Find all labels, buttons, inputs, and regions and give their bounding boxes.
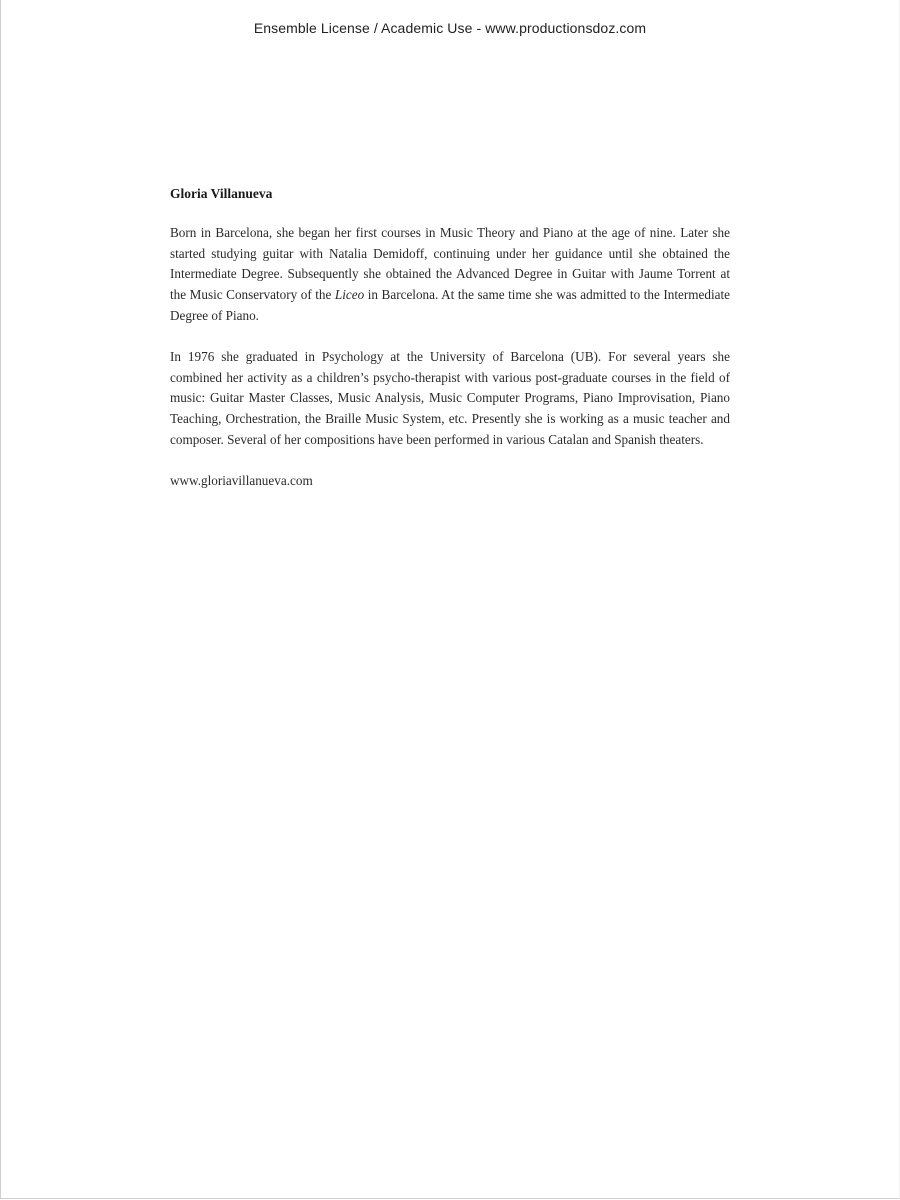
bio-paragraph-1-text: Born in Barcelona, she began her first courses in Music Theory and Piano at the age of nine. Later she started studying guitar with Natalia Demidoff, continuing under her guidance until she obtained the Intermediate Degree. Subsequently she obtained the Advanced Degree in Guitar with Jaume Torrent at the Music Conservatory of the	[170, 224, 730, 303]
bio-paragraph-career: In 1976 she graduated in Psychology at the University of Barcelona (UB). For several years she combined her activity as a children’s psycho-therapist with various post-graduate courses in the field of music: Guitar Master Classes, Music Analysis, Music Computer Programs, Piano Improvisation, Piano Teaching, Orchestration, the Braille Music System, etc. Presently she is working as a music teacher and composer. Several of her compositions have been performed in various Catalan and Spanish theaters.	[170, 348, 730, 447]
biography-section	[170, 184, 730, 492]
liceo-italic-text: Liceo	[334, 287, 365, 303]
website-link[interactable]: www.gloriavillanueva.com	[170, 472, 313, 488]
license-header: Ensemble License / Academic Use - www.productionsdoz.com	[253, 20, 647, 36]
bio-paragraph-early-training	[170, 223, 730, 327]
composer-name-heading: Gloria Villanueva	[170, 186, 273, 201]
bio-paragraph-1-text-end: in Barcelona. At the same time she was admitted to the Intermediate Degree of Piano.	[170, 287, 730, 323]
